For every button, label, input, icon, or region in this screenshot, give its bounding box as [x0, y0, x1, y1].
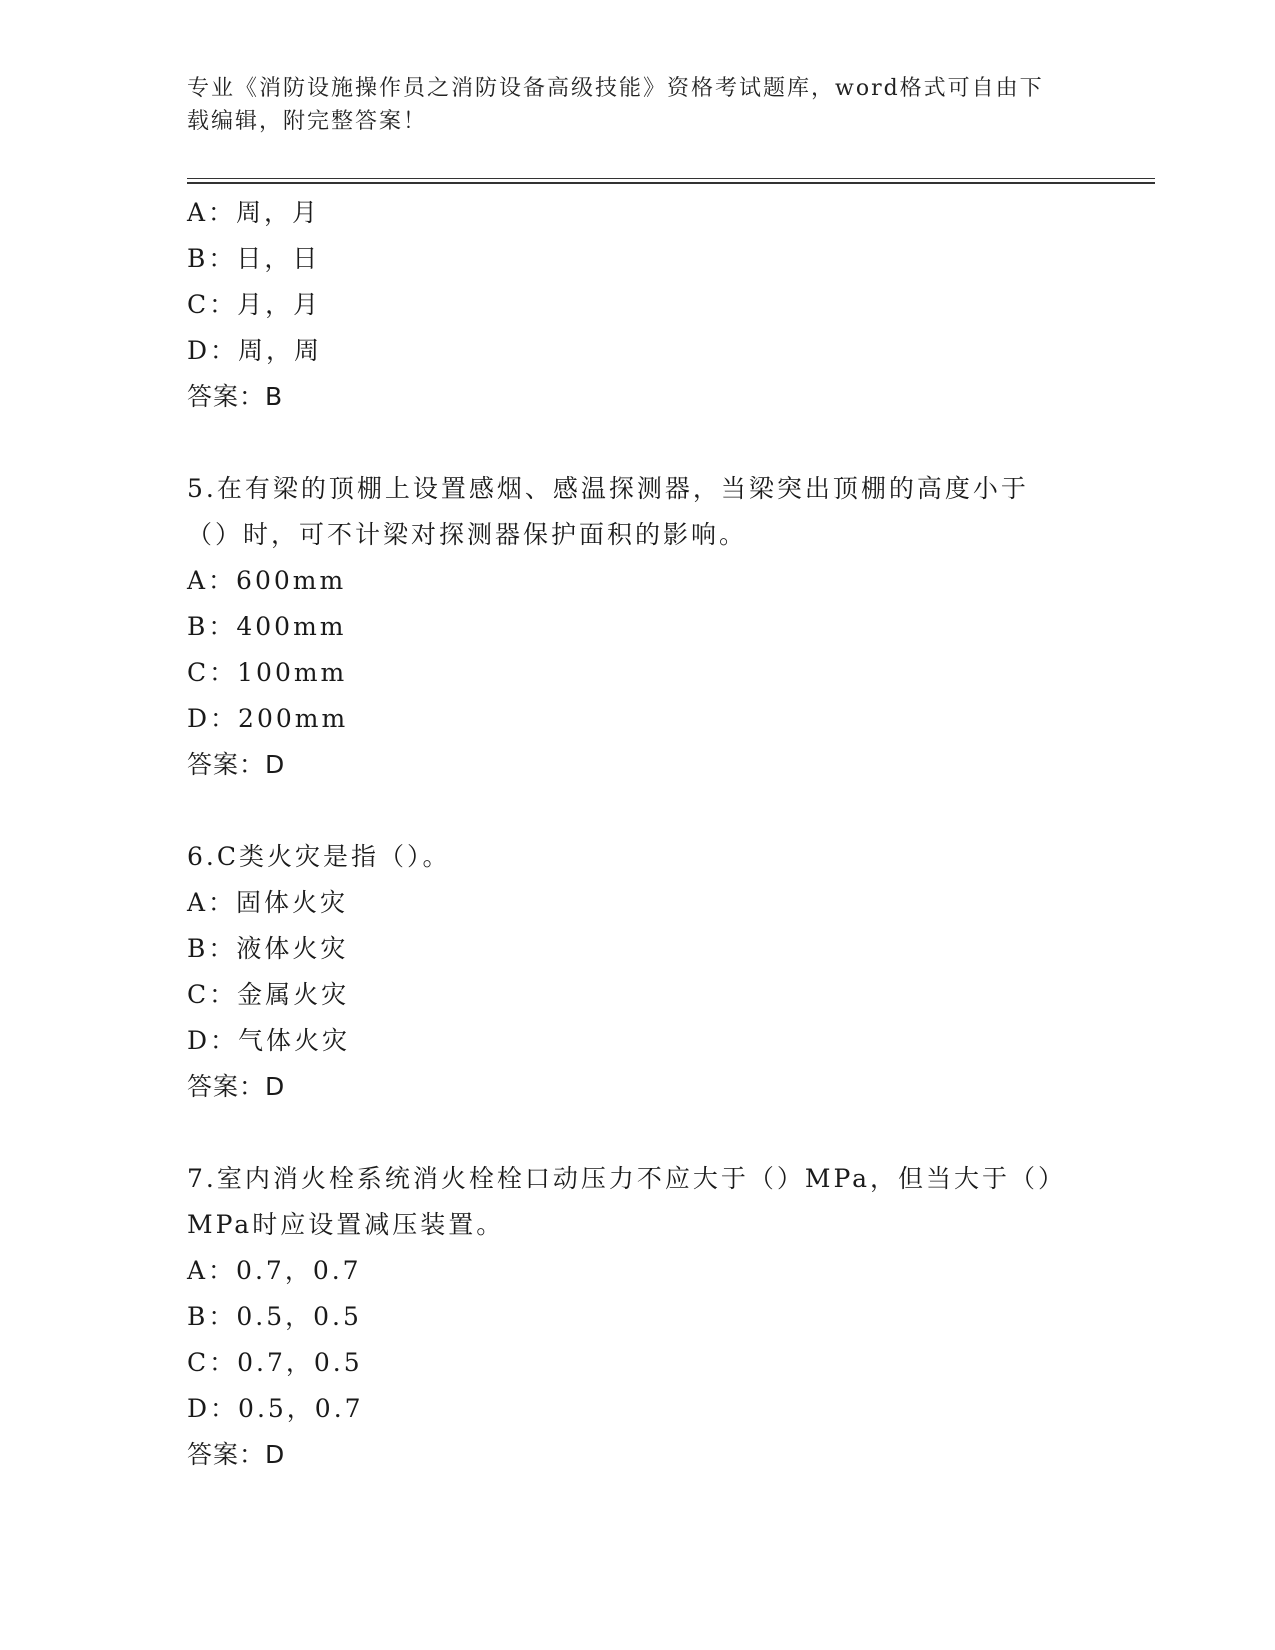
answer-line: 答案：D: [187, 1072, 286, 1101]
option-a: A：周，月: [187, 198, 321, 227]
question-list: [187, 190, 1087, 1478]
option-d: D：周，周: [187, 336, 323, 365]
previous-question-tail: [187, 190, 1087, 420]
option-c: C：金属火灾: [187, 980, 350, 1009]
option-c: C：100mm: [187, 658, 348, 687]
document-header: [187, 72, 1067, 138]
option-d: D：气体火灾: [187, 1026, 351, 1055]
answer-line: 答案：B: [187, 382, 284, 411]
question-5: [187, 466, 1087, 788]
question-text-line-2: （）时，可不计梁对探测器保护面积的影响。: [187, 520, 748, 549]
answer-line: 答案：D: [187, 750, 286, 779]
option-c: C：月，月: [187, 290, 322, 319]
option-a: A：固体火灾: [187, 888, 349, 917]
answer-line: 答案：D: [187, 1440, 286, 1469]
option-a: A：0.7，0.7: [187, 1256, 362, 1285]
option-d: D：0.5，0.7: [187, 1394, 364, 1423]
option-d: D：200mm: [187, 704, 349, 733]
question-text-line-1: 6.C类火灾是指（）。: [187, 842, 451, 871]
question-7: [187, 1156, 1087, 1478]
header-line-2: 载编辑，附完整答案！: [187, 109, 428, 134]
option-c: C：0.7，0.5: [187, 1348, 363, 1377]
option-a: A：600mm: [187, 566, 347, 595]
question-6: [187, 834, 1087, 1110]
header-rule-thick: [187, 182, 1155, 184]
option-b: B：400mm: [187, 612, 347, 641]
option-b: B：0.5，0.5: [187, 1302, 362, 1331]
option-b: B：液体火灾: [187, 934, 349, 963]
question-text-line-1: 5.在有梁的顶棚上设置感烟、感温探测器，当梁突出顶棚的高度小于: [187, 474, 1029, 503]
question-text-line-1: 7.室内消火栓系统消火栓栓口动压力不应大于（）MPa，但当大于（）: [187, 1164, 1067, 1193]
option-b: B：日，日: [187, 244, 321, 273]
header-line-1: 专业《消防设施操作员之消防设备高级技能》资格考试题库，word格式可自由下: [187, 76, 1044, 101]
header-rule-thin: [187, 178, 1155, 179]
question-text-line-2: MPa时应设置减压装置。: [187, 1210, 505, 1239]
